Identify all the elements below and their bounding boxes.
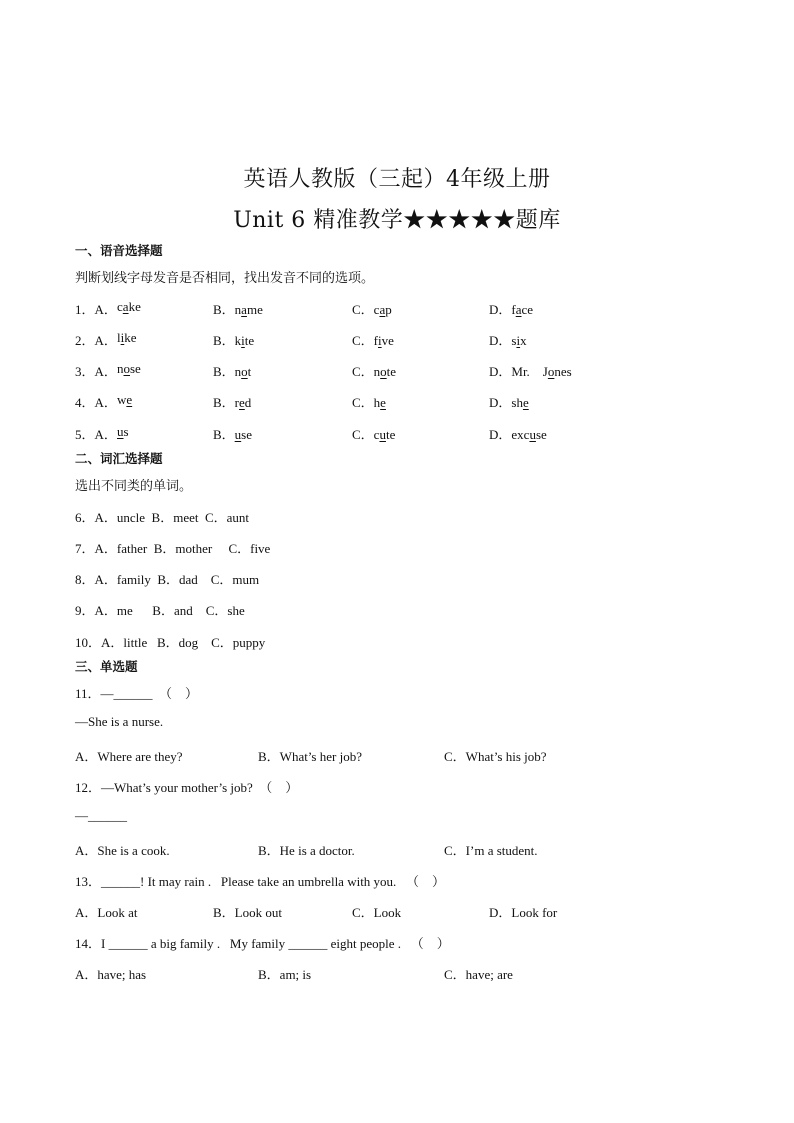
phonics-question-5-option-d: D．excuse [489, 427, 547, 442]
underlined-letter: a [241, 302, 247, 317]
underlined-letter: e [380, 395, 386, 410]
mc-11-option-b: B．What’s her job? [258, 749, 362, 764]
underlined-letter: e [239, 395, 245, 410]
mc-question-14: 14．I ______ a big family . My family ______ eight people . （ ） [75, 936, 450, 951]
mc-13-option-b: B．Look out [213, 905, 282, 920]
section-heading-phonics: 一、语音选择题 [75, 243, 163, 258]
underlined-letter: o [241, 364, 248, 379]
underlined-letter: i [241, 333, 245, 348]
underlined-letter: a [515, 302, 522, 317]
phonics-question-5-option-a: us [117, 424, 129, 439]
underlined-letter: i [120, 330, 125, 345]
phonics-question-4-option-b: B．red [213, 395, 252, 410]
phonics-question-5-option-c: C．cute [352, 427, 396, 442]
underlined-letter: a [122, 299, 129, 314]
phonics-question-1-option-c: C．cap [352, 302, 392, 317]
section-heading-mc: 三、单选题 [75, 659, 138, 674]
mc-11-option-a: A．Where are they? [75, 749, 183, 764]
phonics-question-5-number: 5．A． [75, 427, 117, 442]
phonics-question-1-option-d: D．face [489, 302, 534, 317]
worksheet-title: 英语人教版（三起）4年级上册 [243, 167, 551, 192]
mc-12-option-a: A．She is a cook. [75, 843, 170, 858]
mc-14-option-c: C．have; are [444, 967, 513, 982]
phonics-question-2-option-a: like [117, 330, 137, 345]
underlined-letter: e [522, 395, 529, 410]
underlined-letter: u [117, 424, 124, 439]
mc-question-12: 12．—What’s your mother’s job? （ ） [75, 780, 299, 795]
mc-12-option-c: C．I’m a student. [444, 843, 538, 858]
vocab-question-6: 6．A．uncle B．meet C．aunt [75, 510, 250, 525]
mc-13-option-d: D．Look for [489, 905, 558, 920]
phonics-question-2-option-d: D．six [489, 333, 527, 348]
vocab-question-8: 8．A．family B．dad C．mum [75, 572, 260, 587]
underlined-letter: e [126, 392, 133, 407]
phonics-question-2-number: 2．A． [75, 333, 117, 348]
vocab-question-10: 10．A．little B．dog C．puppy [75, 635, 266, 650]
underlined-letter: i [378, 333, 382, 348]
phonics-question-3-option-a: nose [117, 361, 141, 376]
mc-question-11: 11．—______ （ ） [75, 686, 199, 701]
worksheet-subtitle: Unit 6 精准教学★★★★★题库 [233, 208, 561, 233]
phonics-question-4-number: 4．A． [75, 395, 117, 410]
phonics-question-5-option-b: B．use [213, 427, 253, 442]
section-instruction-phonics: 判断划线字母发音是否相同，找出发音不同的选项。 [75, 271, 375, 286]
phonics-question-2-option-c: C．five [352, 333, 394, 348]
underlined-letter: a [379, 302, 386, 317]
phonics-question-1-number: 1．A． [75, 302, 117, 317]
underlined-letter: u [379, 427, 386, 442]
mc-question-12-reply: —______ [75, 808, 127, 823]
mc-14-option-a: A．have; has [75, 967, 147, 982]
underlined-letter: u [529, 427, 536, 442]
phonics-question-1-option-a: cake [117, 299, 141, 314]
phonics-question-3-option-b: B．not [213, 364, 252, 379]
phonics-question-4-option-a: we [117, 392, 133, 407]
underlined-letter: i [516, 333, 521, 348]
phonics-question-2-option-b: B．kite [213, 333, 255, 348]
phonics-question-4-option-c: C．he [352, 395, 386, 410]
phonics-question-3-option-c: C．note [352, 364, 397, 379]
vocab-question-9: 9．A．me B．and C．she [75, 603, 245, 618]
mc-13-option-c: C．Look [352, 905, 402, 920]
phonics-question-4-option-d: D．she [489, 395, 529, 410]
phonics-question-1-option-b: B．name [213, 302, 263, 317]
mc-13-option-a: A．Look at [75, 905, 138, 920]
underlined-letter: o [380, 364, 387, 379]
phonics-question-3-option-d: D．Mr. Jones [489, 364, 572, 379]
underlined-letter: o [547, 364, 555, 379]
mc-12-option-b: B．He is a doctor. [258, 843, 355, 858]
underlined-letter: o [123, 361, 130, 376]
section-heading-vocab: 二、词汇选择题 [75, 451, 163, 466]
vocab-question-7: 7．A．father B．mother C．five [75, 541, 271, 556]
mc-question-13: 13．______! It may rain . Please take an umbrella with you. （ ） [75, 874, 446, 889]
mc-question-11-reply: —She is a nurse. [75, 714, 164, 729]
section-instruction-vocab: 选出不同类的单词。 [75, 479, 193, 494]
underlined-letter: u [234, 427, 242, 442]
phonics-question-3-number: 3．A． [75, 364, 117, 379]
mc-14-option-b: B．am; is [258, 967, 312, 982]
mc-11-option-c: C．What’s his job? [444, 749, 547, 764]
